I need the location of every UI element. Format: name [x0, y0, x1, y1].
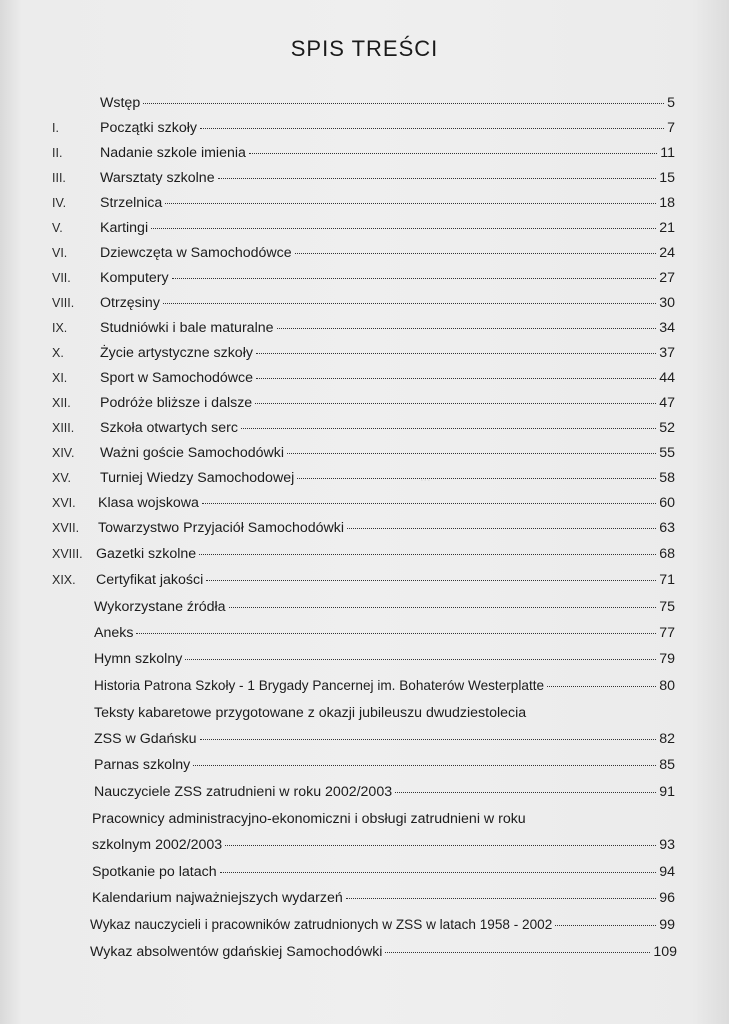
page-number: 60: [659, 495, 675, 511]
toc-entry: [100, 367, 675, 389]
appendix-row: [0, 622, 729, 644]
toc-entry: [94, 675, 675, 697]
toc-entry: [96, 569, 675, 591]
toc-entry: [100, 442, 675, 464]
toc-row: [0, 543, 729, 565]
chapter-number: XVII.: [52, 521, 80, 535]
page-number: 58: [659, 470, 675, 486]
appendix-title: Wykaz nauczycieli i pracowników zatrudnionych w ZSS w latach 1958 - 2002: [90, 917, 553, 932]
appendix-title: Aneks: [94, 625, 134, 641]
toc-row: [0, 167, 729, 189]
toc-row: [0, 117, 729, 139]
page-number: 79: [659, 651, 675, 667]
toc-row: [0, 492, 729, 514]
appendix-row: [0, 648, 729, 670]
toc-entry: [94, 648, 675, 670]
page-number: 55: [659, 445, 675, 461]
dot-leader: [395, 791, 656, 793]
page-title: SPIS TREŚCI: [290, 36, 439, 61]
toc-row: [0, 292, 729, 314]
appendix-title: Kalendarium najważniejszych wydarzeń: [92, 890, 343, 906]
toc-row: [0, 142, 729, 164]
chapter-number: VI.: [52, 246, 68, 260]
chapter-number: XVIII.: [52, 547, 83, 561]
toc-entry: [100, 342, 675, 364]
chapter-number: IV.: [52, 196, 67, 210]
appendix-title: Teksty kabaretowe przygotowane z okazji jubileuszu dwudziestolecia: [94, 705, 527, 721]
chapter-title: Certyfikat jakości: [96, 572, 204, 588]
dot-leader: [163, 302, 656, 304]
chapter-number: X.: [52, 346, 64, 360]
chapter-title: Klasa wojskowa: [98, 495, 199, 511]
dot-leader: [220, 871, 657, 873]
dot-leader: [277, 327, 657, 329]
chapter-title: Początki szkoły: [100, 120, 197, 136]
toc-row: [0, 317, 729, 339]
page-number: 85: [659, 757, 675, 773]
chapter-title: Warsztaty szkolne: [100, 170, 215, 186]
page-number: 75: [659, 599, 675, 615]
dot-leader: [200, 738, 657, 740]
dot-leader: [218, 177, 657, 179]
toc-entry: [98, 517, 675, 539]
appendix-title: Nauczyciele ZSS zatrudnieni w roku 2002/2003: [94, 784, 393, 800]
page-number: 24: [659, 245, 675, 261]
chapter-number: IX.: [52, 321, 68, 335]
dot-leader: [241, 427, 656, 429]
chapter-title: Kartingi: [100, 220, 149, 236]
page-number: 27: [659, 270, 675, 286]
page-number: 7: [667, 120, 675, 136]
page-number: 99: [659, 917, 675, 933]
dot-leader: [225, 844, 656, 846]
toc-entry: [100, 192, 675, 214]
toc-row: [0, 467, 729, 489]
toc-row: [0, 192, 729, 214]
dot-leader: [172, 277, 657, 279]
toc-row: [0, 569, 729, 591]
page-number: 44: [659, 370, 675, 386]
appendix-row: [0, 861, 729, 883]
toc-entry: [100, 392, 675, 414]
dot-leader: [136, 632, 656, 634]
chapter-title: Studniówki i bale maturalne: [100, 320, 274, 336]
appendix-row: [0, 754, 729, 776]
chapter-title: Życie artystyczne szkoły: [100, 345, 253, 361]
chapter-number: II.: [52, 146, 63, 160]
appendix-row: [0, 596, 729, 618]
page-number: 30: [659, 295, 675, 311]
toc-entry: [100, 267, 675, 289]
appendix-row: [0, 914, 729, 936]
page-number: 82: [659, 731, 675, 747]
chapter-number: VIII.: [52, 296, 75, 310]
page-number: 15: [659, 170, 675, 186]
dot-leader: [295, 252, 657, 254]
dot-leader: [202, 502, 656, 504]
dot-leader: [143, 102, 664, 104]
toc-entry: [94, 781, 675, 803]
appendix-title: szkolnym 2002/2003: [92, 837, 223, 853]
page-number: 80: [659, 678, 675, 694]
dot-leader: [206, 579, 656, 581]
dot-leader: [256, 352, 656, 354]
chapter-title: Dziewczęta w Samochodówce: [100, 245, 292, 261]
page-number: 71: [659, 572, 675, 588]
toc-row: [0, 417, 729, 439]
appendix-title: Pracownicy administracyjno-ekonomiczni i obsługi zatrudnieni w roku: [92, 811, 526, 827]
chapter-number: XV.: [52, 471, 72, 485]
appendix-row: [0, 808, 729, 830]
chapter-title: Wstęp: [100, 95, 141, 111]
chapter-number: V.: [52, 221, 63, 235]
toc-entry: [90, 914, 675, 936]
appendix-title: Spotkanie po latach: [92, 864, 217, 880]
toc-row: [0, 242, 729, 264]
chapter-title: Strzelnica: [100, 195, 163, 211]
dot-leader: [555, 924, 656, 926]
chapter-title: Podróże bliższe i dalsze: [100, 395, 253, 411]
toc-entry: [100, 92, 675, 114]
toc-row: [0, 442, 729, 464]
chapter-title: Sport w Samochodówce: [100, 370, 253, 386]
toc-entry: [100, 242, 675, 264]
page-number: 68: [659, 546, 675, 562]
toc-entry: [94, 596, 675, 618]
toc-row: [0, 342, 729, 364]
chapter-title: Turniej Wiedzy Samochodowej: [100, 470, 295, 486]
dot-leader: [193, 764, 656, 766]
toc-row: [0, 267, 729, 289]
chapter-number: XIII.: [52, 421, 75, 435]
appendix-title: Wykaz absolwentów gdańskiej Samochodówki: [90, 944, 383, 960]
page-number: 77: [659, 625, 675, 641]
page-number: 21: [659, 220, 675, 236]
page-number: 47: [659, 395, 675, 411]
chapter-number: XIV.: [52, 446, 75, 460]
chapter-number: XVI.: [52, 496, 76, 510]
toc-entry: [92, 834, 675, 856]
show-through-text: ...: [420, 470, 431, 485]
chapter-title: Komputery: [100, 270, 169, 286]
chapter-number: VII.: [52, 271, 71, 285]
toc-row: [0, 92, 729, 114]
toc-entry: [98, 492, 675, 514]
appendix-row: [0, 675, 729, 697]
appendix-title: Wykorzystane źródła: [94, 599, 226, 615]
dot-leader: [346, 897, 656, 899]
toc-entry: [100, 467, 675, 489]
appendix-row: [0, 941, 729, 963]
appendix-title: ZSS w Gdańsku: [94, 731, 197, 747]
appendix-row: [0, 834, 729, 856]
toc-entry: [100, 292, 675, 314]
toc-entry: [100, 417, 675, 439]
dot-leader: [347, 527, 656, 529]
dot-leader: [256, 377, 656, 379]
chapter-number: III.: [52, 171, 66, 185]
dot-leader: [255, 402, 656, 404]
appendix-title: Parnas szkolny: [94, 757, 191, 773]
toc-entry: [90, 941, 677, 963]
page-number: 18: [659, 195, 675, 211]
dot-leader: [151, 227, 656, 229]
toc-entry: [100, 142, 675, 164]
page-number: 5: [667, 95, 675, 111]
chapter-number: XIX.: [52, 573, 76, 587]
toc-entry: [100, 317, 675, 339]
toc-entry: [100, 167, 675, 189]
toc-row: [0, 367, 729, 389]
dot-leader: [185, 658, 656, 660]
dot-leader: [229, 606, 657, 608]
dot-leader: [199, 553, 656, 555]
chapter-number: I.: [52, 121, 59, 135]
page-number: 63: [659, 520, 675, 536]
dot-leader: [297, 477, 656, 479]
toc-row: [0, 517, 729, 539]
dot-leader: [547, 685, 656, 687]
appendix-row: [0, 702, 729, 724]
page-number: 93: [659, 837, 675, 853]
toc-entry: [92, 861, 675, 883]
chapter-title: Szkoła otwartych serc: [100, 420, 238, 436]
chapter-number: XI.: [52, 371, 68, 385]
page-number: 11: [660, 145, 675, 161]
page-number: 34: [659, 320, 675, 336]
toc-row: [0, 392, 729, 414]
chapter-number: XII.: [52, 396, 71, 410]
dot-leader: [249, 152, 657, 154]
toc-entry: [94, 622, 675, 644]
toc-row: [0, 217, 729, 239]
chapter-title: Nadanie szkole imienia: [100, 145, 246, 161]
page-number: 109: [653, 944, 677, 960]
page-number: 52: [659, 420, 675, 436]
toc-entry: [100, 217, 675, 239]
page-number: 94: [659, 864, 675, 880]
dot-leader: [385, 951, 650, 953]
toc-entry: [96, 543, 675, 565]
dot-leader: [287, 452, 656, 454]
chapter-title: Otrzęsiny: [100, 295, 160, 311]
chapter-title: Towarzystwo Przyjaciół Samochodówki: [98, 520, 345, 536]
page-number: 96: [659, 890, 675, 906]
toc-entry: [100, 117, 675, 139]
appendix-row: [0, 728, 729, 750]
dot-leader: [165, 202, 656, 204]
toc-entry: [94, 728, 675, 750]
dot-leader: [200, 127, 664, 129]
chapter-title: Gazetki szkolne: [96, 546, 197, 562]
toc-entry: [92, 887, 675, 909]
page-number: 37: [659, 345, 675, 361]
toc-entry: [94, 754, 675, 776]
appendix-title: Hymn szkolny: [94, 651, 183, 667]
appendix-row: [0, 781, 729, 803]
page-number: 91: [659, 784, 675, 800]
appendix-row: [0, 887, 729, 909]
chapter-title: Ważni goście Samochodówki: [100, 445, 284, 461]
appendix-title: Historia Patrona Szkoły - 1 Brygady Pancernej im. Bohaterów Westerplatte: [94, 678, 545, 693]
